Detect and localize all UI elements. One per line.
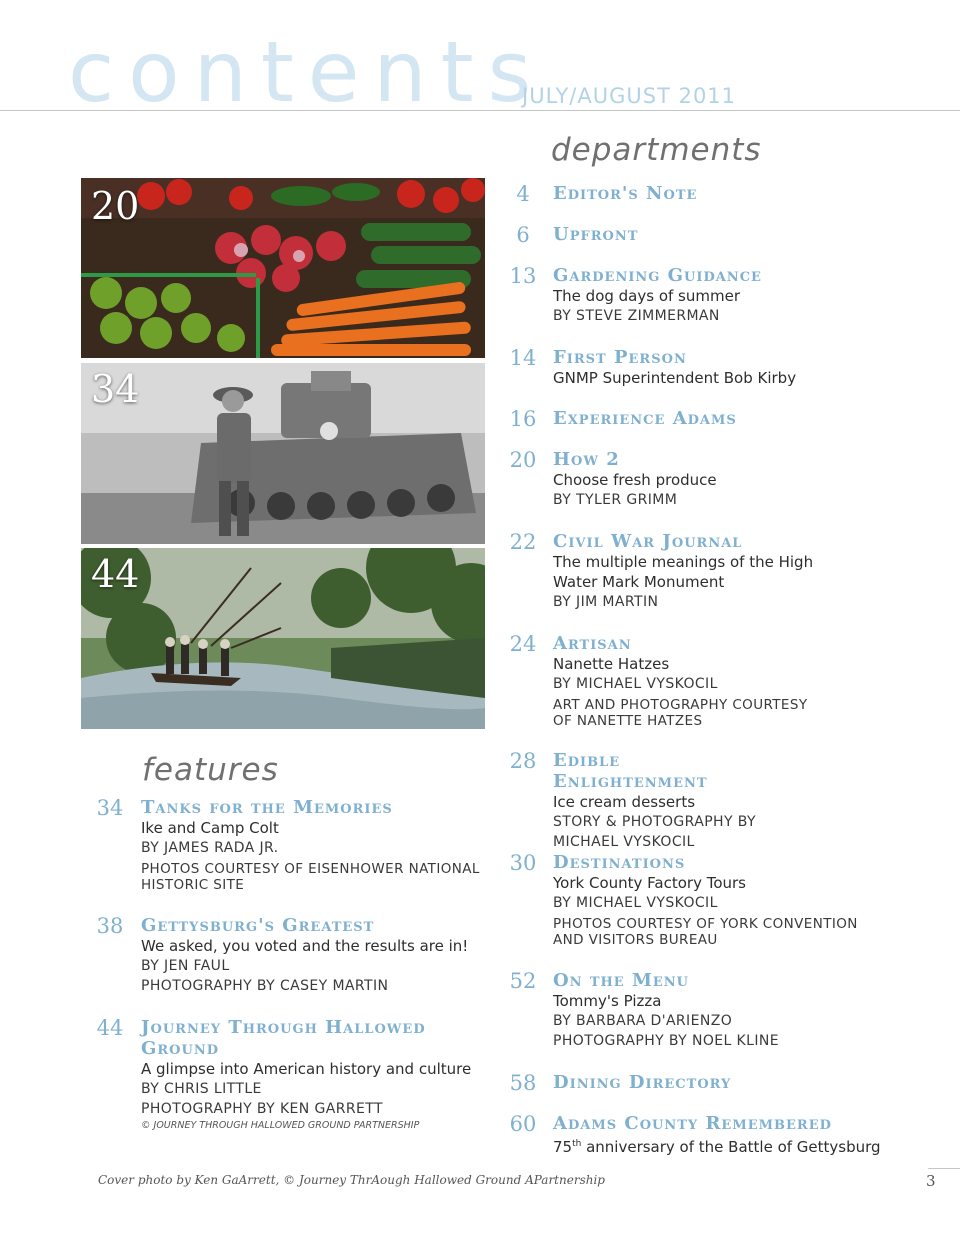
feature-page-number: 44 <box>96 1016 124 1040</box>
department-byline: BY MICHAEL VYSKOCIL <box>553 676 718 692</box>
department-byline: BY JIM MARTIN <box>553 594 659 610</box>
anniversary-number: 75 <box>553 1138 573 1156</box>
department-entry[interactable] <box>509 632 813 729</box>
department-title[interactable]: Editor's Note <box>553 183 698 204</box>
page-number-rule <box>928 1168 960 1169</box>
department-byline: BY MICHAEL VYSKOCIL <box>553 895 718 911</box>
department-title[interactable]: On the Menu <box>553 970 690 991</box>
feature-entry[interactable] <box>96 1016 472 1133</box>
department-entry[interactable] <box>516 223 639 247</box>
department-title[interactable]: Edible Enlightenment <box>553 750 708 792</box>
department-title[interactable]: Artisan <box>553 633 632 654</box>
department-description: Nanette Hatzes <box>553 655 670 673</box>
feature-description: We asked, you voted and the results are in! <box>141 937 469 955</box>
feature-entry[interactable] <box>96 914 481 996</box>
department-page-number: 14 <box>509 346 537 370</box>
department-entry[interactable] <box>516 182 698 206</box>
tank-illustration <box>81 363 485 544</box>
feature-copyright: © JOURNEY THROUGH HALLOWED GROUND PARTNERSHIP <box>141 1120 420 1131</box>
department-description: Choose fresh produce <box>553 471 717 489</box>
department-entry[interactable] <box>509 749 773 852</box>
departments-heading: departments <box>551 132 762 168</box>
feature-title[interactable]: Gettysburg's Greatest <box>141 915 375 936</box>
department-title[interactable]: Destinations <box>553 852 686 873</box>
department-byline: BY TYLER GRIMM <box>553 492 678 508</box>
department-byline: BY STEVE ZIMMERMAN <box>553 308 720 324</box>
department-description <box>553 1134 893 1157</box>
department-entry[interactable] <box>509 407 737 431</box>
department-page-number: 60 <box>509 1112 537 1136</box>
department-title[interactable]: Civil War Journal <box>553 531 743 552</box>
feature-entry[interactable] <box>96 796 481 893</box>
department-entry[interactable] <box>509 1112 893 1157</box>
department-page-number: 13 <box>509 264 537 288</box>
photo-page-number: 20 <box>91 184 140 228</box>
feature-credit: PHOTOGRAPHY BY KEN GARRETT <box>141 1101 383 1117</box>
produce-illustration <box>81 178 485 358</box>
ordinal-suffix: th <box>572 1139 582 1149</box>
department-description: The dog days of summer <box>553 287 740 305</box>
river-illustration <box>81 548 485 729</box>
masthead-title: contents <box>68 23 546 121</box>
page-number: 3 <box>926 1172 936 1190</box>
department-entry[interactable] <box>509 448 717 510</box>
feature-byline: BY JAMES RADA JR. <box>141 840 279 856</box>
department-description: York County Factory Tours <box>553 874 747 892</box>
department-page-number: 58 <box>509 1071 537 1095</box>
department-byline: BY BARBARA D'ARIENZO <box>553 1013 733 1029</box>
feature-title[interactable]: Journey Through Hallowed Ground <box>141 1017 426 1059</box>
anniversary-text: anniversary of the Battle of Gettysburg <box>581 1138 881 1156</box>
feature-credit: PHOTOGRAPHY BY CASEY MARTIN <box>141 978 389 994</box>
feature-description: Ike and Camp Colt <box>141 819 279 837</box>
department-title[interactable]: Gardening Guidance <box>553 265 762 286</box>
department-description: The multiple meanings of the High Water Mark Monument <box>553 553 814 591</box>
department-title[interactable]: First Person <box>553 347 687 368</box>
department-page-number: 22 <box>509 530 537 554</box>
masthead-rule <box>0 110 960 111</box>
photo-page-number: 34 <box>91 367 140 411</box>
department-description: Ice cream desserts <box>553 793 696 811</box>
department-entry[interactable] <box>509 264 762 326</box>
department-page-number: 4 <box>516 182 530 206</box>
issue-date: JULY/AUGUST 2011 <box>522 84 737 108</box>
department-title[interactable]: Dining Directory <box>553 1072 732 1093</box>
department-entry[interactable] <box>509 851 893 948</box>
department-entry[interactable] <box>509 1071 732 1095</box>
photo-page-number: 44 <box>91 552 140 596</box>
department-page-number: 6 <box>516 223 530 247</box>
department-page-number: 28 <box>509 749 537 773</box>
department-entry[interactable] <box>509 346 797 388</box>
department-title[interactable]: How 2 <box>553 449 620 470</box>
department-page-number: 52 <box>509 969 537 993</box>
department-page-number: 30 <box>509 851 537 875</box>
feature-byline: BY JEN FAUL <box>141 958 230 974</box>
feature-credit: PHOTOS COURTESY OF EISENHOWER NATIONAL HISTORIC SITE <box>141 861 480 893</box>
feature-byline: BY CHRIS LITTLE <box>141 1081 262 1097</box>
department-page-number: 20 <box>509 448 537 472</box>
feature-title[interactable]: Tanks for the Memories <box>141 797 393 818</box>
department-title[interactable]: Experience Adams <box>553 408 737 429</box>
feature-page-number: 38 <box>96 914 124 938</box>
department-page-number: 16 <box>509 407 537 431</box>
tank-photo <box>81 363 485 544</box>
department-credit: PHOTOGRAPHY BY NOEL KLINE <box>553 1033 779 1049</box>
department-entry[interactable] <box>509 969 779 1051</box>
feature-page-number: 34 <box>96 796 124 820</box>
department-byline: STORY & PHOTOGRAPHY BY MICHAEL VYSKOCIL <box>553 814 756 850</box>
department-description: GNMP Superintendent Bob Kirby <box>553 369 797 387</box>
department-page-number: 24 <box>509 632 537 656</box>
features-heading: features <box>142 752 279 788</box>
cover-photo-credit: Cover photo by Ken GaArrett, © Journey ThrAough Hallowed Ground APartnership <box>98 1173 605 1187</box>
department-credit: PHOTOS COURTESY OF YORK CONVENTION AND VISITORS BUREAU <box>553 916 858 948</box>
feature-description: A glimpse into American history and culture <box>141 1060 472 1078</box>
department-credit: ART AND PHOTOGRAPHY COURTESY OF NANETTE HATZES <box>553 697 808 729</box>
department-description: Tommy's Pizza <box>553 992 662 1010</box>
department-title[interactable]: Upfront <box>553 224 639 245</box>
department-title[interactable]: Adams County Remembered <box>553 1113 832 1134</box>
river-photo <box>81 548 485 729</box>
department-entry[interactable] <box>509 530 853 612</box>
produce-photo <box>81 178 485 358</box>
